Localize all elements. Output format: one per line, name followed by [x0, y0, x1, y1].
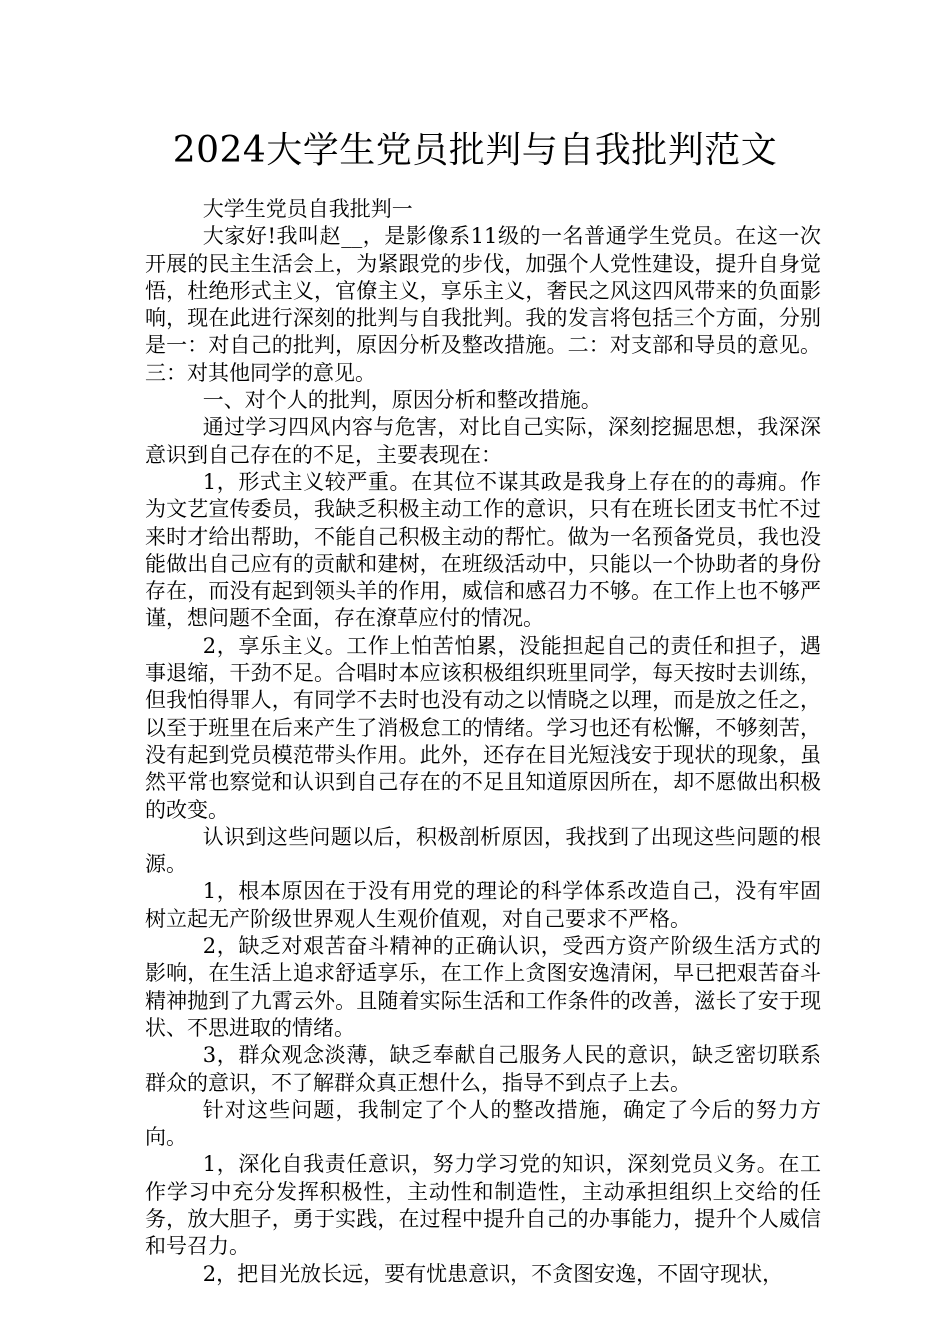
section-heading-personal-critique: 一、对个人的批判，原因分析和整改措施。	[202, 388, 602, 413]
paragraph-measure-1: 1，深化自我责任意识，努力学习党的知识，深刻党员义务。在工作学习中充分发挥积极性，主动性和制造性，主动承担组织上交给的任务，放大胆子，勇于实践，在过程中提升自己的办事能力，提升个人威信和号召力。	[145, 1152, 821, 1259]
paragraph-cause-2: 2，缺乏对艰苦奋斗精神的正确认识，受西方资产阶级生活方式的影响，在生活上追求舒适享乐，在工作上贪图安逸清闲，早已把艰苦奋斗精神抛到了九霄云外。且随着实际生活和工作条件的改善，滋长了安于现状、不思进取的情绪。	[145, 934, 821, 1040]
paragraph-measure-2: 2，把目光放长远，要有忧患意识，不贪图安逸，不固守现状，	[202, 1261, 784, 1286]
document-title: 2024大学生党员批判与自我批判范文	[172, 130, 778, 171]
paragraph-cause-3: 3，群众观念淡薄，缺乏奉献自己服务人民的意识，缺乏密切联系群众的意识，不了解群众真正想什么，指导不到点子上去。	[145, 1043, 821, 1095]
paragraph-formalism: 1，形式主义较严重。在其位不谋其政是我身上存在的的毒痈。作为文艺宣传委员，我缺乏积极主动工作的意识，只有在班长团支书忙不过来时才给出帮助，不能自己积极主动的帮忙。做为一名预备党员，我也没能做出自己应有的贡献和建树，在班级活动中，只能以一个协助者的身份存在，而没有起到领头羊的作用，威信和感召力不够。在工作上也不够严谨，想问题不全面，存在潦草应付的情况。	[145, 469, 821, 631]
paragraph-measures-intro: 针对这些问题，我制定了个人的整改措施，确定了今后的努力方向。	[145, 1097, 821, 1150]
paragraph-cause-1: 1，根本原因在于没有用党的理论的科学体系改造自己，没有牢固树立起无产阶级世界观人生观价值观，对自己要求不严格。	[145, 879, 821, 931]
paragraph-root-cause-intro: 认识到这些问题以后，积极剖析原因，我找到了出现这些问题的根源。	[145, 824, 821, 877]
paragraph-hedonism: 2，享乐主义。工作上怕苦怕累，没能担起自己的责任和担子，遇事退缩，干劲不足。合唱时本应该积极组织班里同学，每天按时去训练，但我怕得罪人，有同学不去时也没有动之以情晓之以理，而是放之任之，以至于班里在后来产生了消极怠工的情绪。学习也还有松懈，不够刻苦，没有起到党员模范带头作用。此外，还存在目光短浅安于现状的现象，虽然平常也察觉和认识到自己存在的不足且知道原因所在，却不愿做出积极的改变。	[145, 633, 821, 822]
paragraph-study-reflection: 通过学习四风内容与危害，对比自己实际，深刻挖掘思想，我深深意识到自己存在的不足，主要表现在：	[145, 415, 821, 467]
section-heading-critique-one: 大学生党员自我批判一	[202, 197, 413, 221]
paragraph-intro: 大家好!我叫赵__，是影像系11级的一名普通学生党员。在这一次开展的民主生活会上，为紧跟党的步伐，加强个人党性建设，提升自身觉悟，杜绝形式主义，官僚主义，享乐主义，奢民之风这四风带来的负面影响，现在此进行深刻的批判与自我批判。我的发言将包括三个方面，分别是一：对自己的批判，原因分析及整改措施。二：对支部和导员的意见。三：对其他同学的意见。	[145, 224, 821, 385]
document-body	[145, 196, 821, 1288]
